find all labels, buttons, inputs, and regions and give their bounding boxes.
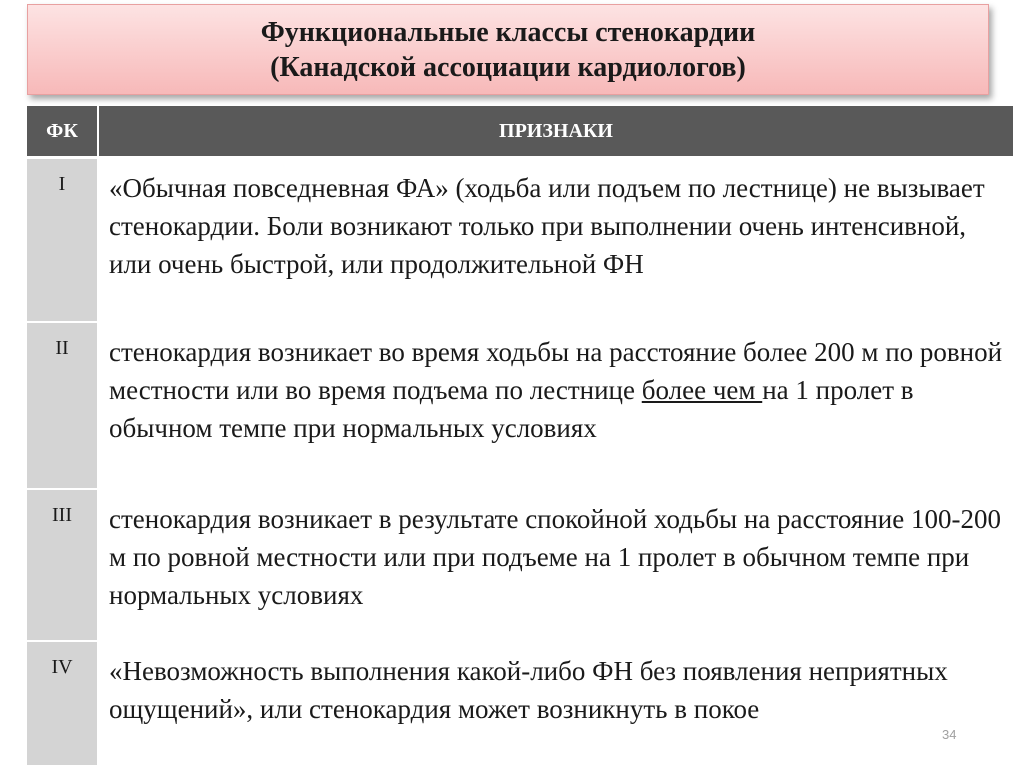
table-row-class-4: [27, 641, 1013, 766]
header-fk: ФК: [27, 106, 98, 158]
fk-cell-2: II: [27, 322, 98, 489]
fk-cell-1: I: [27, 158, 98, 322]
table-header-row: [27, 106, 1013, 158]
signs-cell-2-underlined: более чем: [641, 374, 763, 405]
signs-cell-2: [98, 322, 1013, 489]
slide-title-line-1: Функциональные классы стенокардии: [260, 16, 756, 48]
signs-cell-4: «Невозможность выполнения какой-либо ФН без появления неприятных ощущений», или стенокардия может возникнуть в покое: [98, 641, 1013, 766]
signs-cell-2-text-a: стенокардия возникает во время ходьбы на расстояние более 200 м по ровной местности или во время подъема по лестнице: [109, 336, 1003, 405]
page-number: 34: [942, 727, 957, 742]
angina-classes-table: [27, 106, 1013, 767]
slide-title-box: [27, 4, 989, 95]
header-signs: ПРИЗНАКИ: [98, 106, 1013, 158]
fk-cell-3: III: [27, 489, 98, 641]
table-row-class-3: [27, 489, 1013, 641]
signs-cell-2-text-b: на 1 пролет в обычном темпе при нормальных условиях: [109, 374, 914, 443]
signs-cell-1: «Обычная повседневная ФА» (ходьба или подъем по лестнице) не вызывает стенокардии. Боли возникают только при выполнении очень интенсивной, или очень быстрой, или продолжительной ФН: [98, 158, 1013, 322]
table-row-class-1: [27, 158, 1013, 322]
table-row-class-2: [27, 322, 1013, 489]
slide-title-line-2: (Канадской ассоциации кардиологов): [270, 51, 746, 83]
signs-cell-3: стенокардия возникает в результате спокойной ходьбы на расстояние 100-200 м по ровной местности или при подъеме на 1 пролет в обычном темпе при нормальных условиях: [98, 489, 1013, 641]
fk-cell-4: IV: [27, 641, 98, 766]
